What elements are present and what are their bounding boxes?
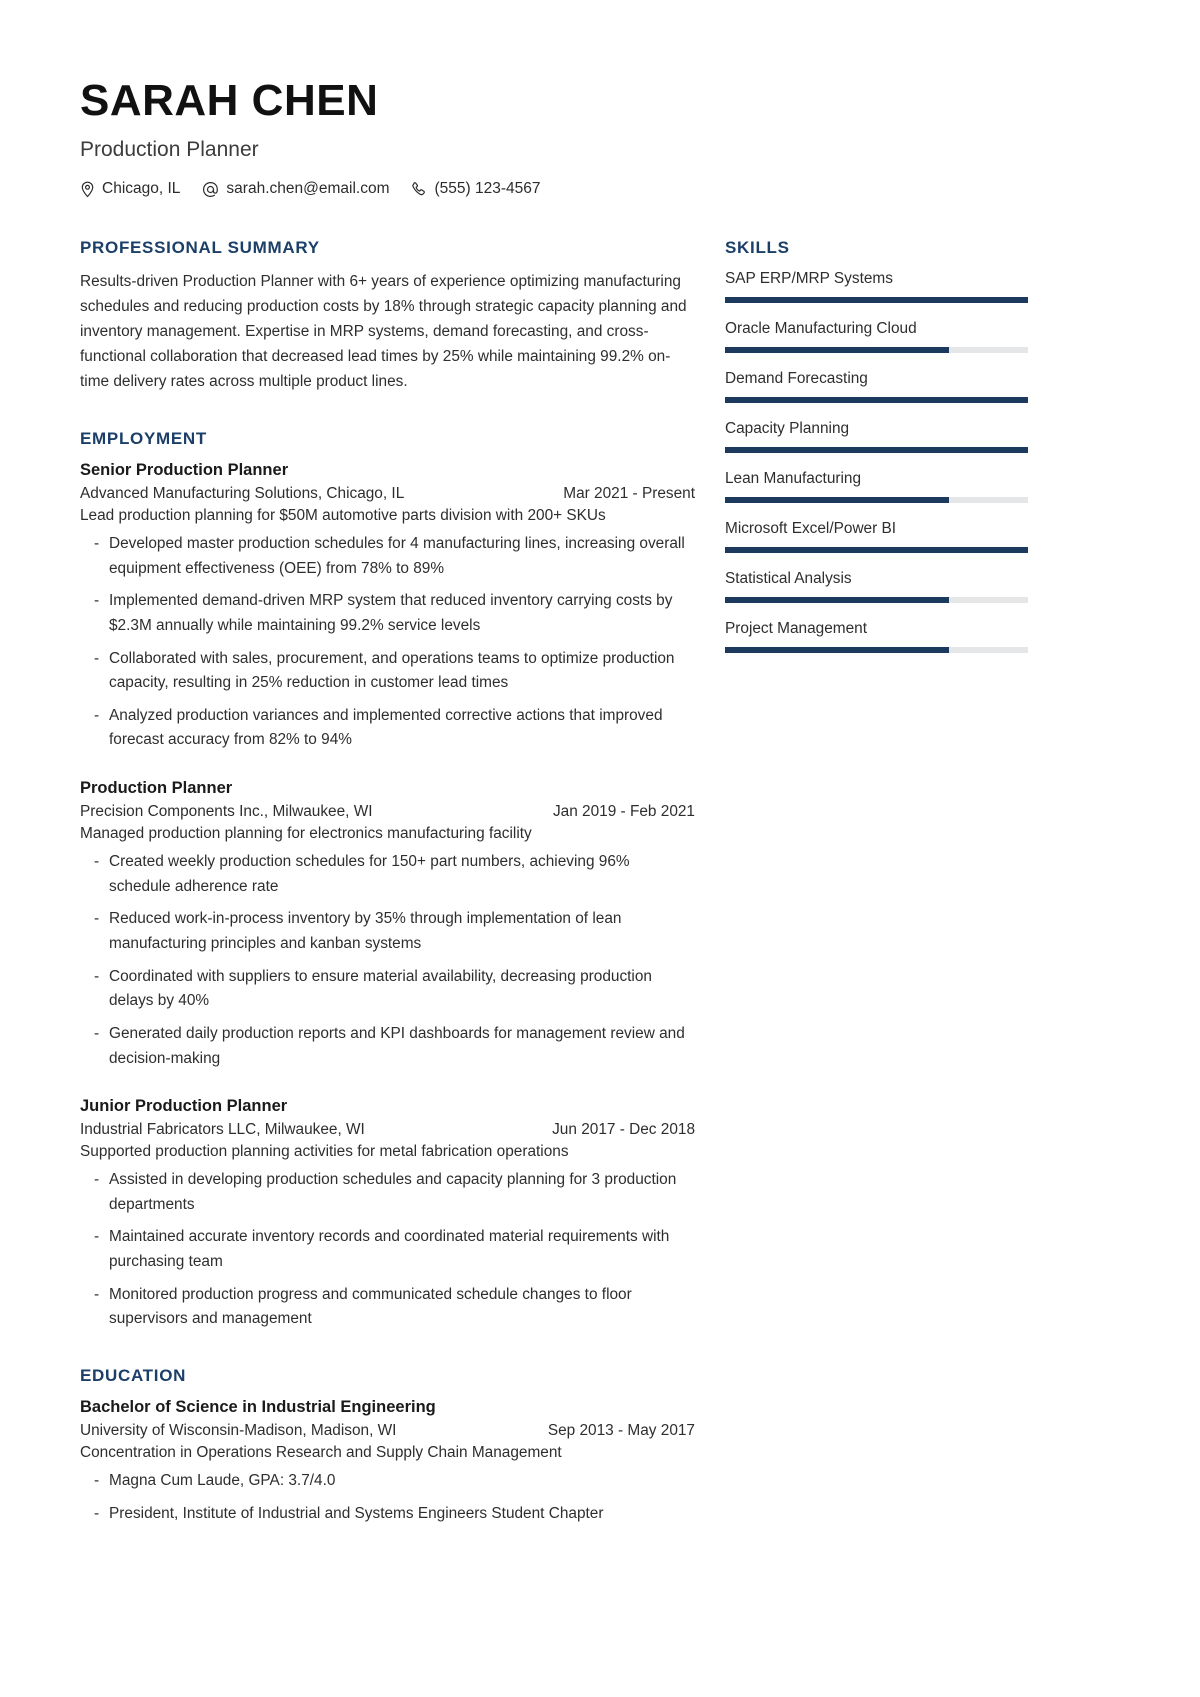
- education-degree: Bachelor of Science in Industrial Engineering: [80, 1398, 436, 1417]
- entry-job-title: Production Planner: [80, 779, 233, 798]
- employment-entries: [80, 461, 695, 1332]
- bullet-item: - Maintained accurate inventory records and coordinated material requirements with purchasing team: [80, 1225, 695, 1274]
- employment-entry: [80, 1097, 695, 1332]
- entry-dates: Mar 2021 - Present: [563, 484, 695, 502]
- skill-bar-track: [725, 547, 1028, 553]
- skill-bar-fill: [725, 647, 949, 653]
- entry-job-title: Senior Production Planner: [80, 460, 289, 479]
- bullet-item: - Coordinated with suppliers to ensure material availability, decreasing production delays by 40%: [80, 965, 695, 1014]
- contact-location: [80, 180, 180, 198]
- contact-row: [80, 180, 1028, 198]
- entry-description: Lead production planning for $50M automotive parts division with 200+ SKUs: [80, 506, 606, 524]
- entry-meta: [80, 1121, 695, 1139]
- skill-label: Capacity Planning: [725, 420, 850, 438]
- bullet-item: - Implemented demand-driven MRP system that reduced inventory carrying costs by $2.3M annually while maintaining 99.2% service levels: [80, 589, 695, 638]
- section-heading-summary: PROFESSIONAL SUMMARY: [80, 238, 320, 258]
- education-entry: [80, 1398, 695, 1526]
- entry-job-title: Junior Production Planner: [80, 1097, 288, 1116]
- entry-organization: Advanced Manufacturing Solutions, Chicago, IL: [80, 484, 405, 502]
- skill-bar-track: [725, 597, 1028, 603]
- contact-email[interactable]: [202, 180, 389, 198]
- candidate-job-title: Production Planner: [80, 138, 259, 162]
- skill-bar-fill: [725, 547, 1028, 553]
- bullet-item: - Reduced work-in-process inventory by 35% through implementation of lean manufacturing principles and kanban systems: [80, 907, 695, 956]
- map-pin-icon: [80, 181, 95, 198]
- entry-meta: [80, 485, 695, 503]
- skill-label: SAP ERP/MRP Systems: [725, 270, 893, 288]
- bullet-item: - Magna Cum Laude, GPA: 3.7/4.0: [80, 1469, 695, 1494]
- skill-item: [725, 520, 1028, 553]
- entry-bullets: [80, 1168, 695, 1332]
- skill-item: [725, 470, 1028, 503]
- skill-bar-fill: [725, 297, 1028, 303]
- bullet-item: - Monitored production progress and communicated schedule changes to floor supervisors and management: [80, 1283, 695, 1332]
- skill-bar-fill: [725, 447, 1028, 453]
- bullet-item: - Created weekly production schedules for 150+ part numbers, achieving 96% schedule adherence rate: [80, 850, 695, 899]
- entry-dates: Jan 2019 - Feb 2021: [552, 803, 695, 821]
- phone-icon: [411, 181, 427, 198]
- entry-organization: Industrial Fabricators LLC, Milwaukee, WI: [80, 1121, 365, 1139]
- candidate-name: SARAH CHEN: [80, 76, 379, 125]
- skills-list: [725, 270, 1028, 653]
- skill-item: [725, 620, 1028, 653]
- skill-bar-track: [725, 647, 1028, 653]
- section-heading-skills: SKILLS: [725, 238, 790, 258]
- entry-bullets: [80, 532, 695, 753]
- skill-label: Demand Forecasting: [725, 370, 868, 388]
- skill-label: Oracle Manufacturing Cloud: [725, 320, 917, 338]
- employment-entry: [80, 779, 695, 1071]
- section-education: [80, 1366, 695, 1526]
- contact-phone[interactable]: [411, 180, 540, 198]
- education-bullets: [80, 1469, 695, 1526]
- bullet-item: - President, Institute of Industrial and Systems Engineers Student Chapter: [80, 1502, 695, 1527]
- skill-item: [725, 420, 1028, 453]
- contact-location-text: Chicago, IL: [102, 180, 181, 198]
- contact-email-text: sarah.chen@email.com: [226, 180, 390, 198]
- employment-entry: [80, 461, 695, 753]
- entry-organization: Precision Components Inc., Milwaukee, WI: [80, 803, 373, 821]
- bullet-item: - Collaborated with sales, procurement, and operations teams to optimize production capacity, resulting in 25% reduction in customer lead times: [80, 647, 695, 696]
- skill-bar-track: [725, 497, 1028, 503]
- skills-column: [725, 238, 1028, 653]
- entry-bullets: [80, 850, 695, 1071]
- at-sign-icon: [202, 181, 219, 198]
- skill-bar-fill: [725, 597, 949, 603]
- skill-label: Statistical Analysis: [725, 570, 852, 588]
- bullet-item: - Assisted in developing production schedules and capacity planning for 3 production departments: [80, 1168, 695, 1217]
- education-description: Concentration in Operations Research and Supply Chain Management: [80, 1444, 562, 1462]
- resume-body: [80, 238, 1028, 1560]
- skill-label: Project Management: [725, 620, 868, 638]
- skill-bar-track: [725, 397, 1028, 403]
- section-professional-summary: [80, 238, 695, 395]
- education-meta: [80, 1422, 695, 1440]
- skill-item: [725, 570, 1028, 603]
- section-heading-employment: EMPLOYMENT: [80, 428, 207, 448]
- bullet-item: - Developed master production schedules for 4 manufacturing lines, increasing overall equipment effectiveness (OEE) from 78% to 89%: [80, 532, 695, 581]
- skill-item: [725, 370, 1028, 403]
- skill-bar-fill: [725, 497, 949, 503]
- entry-description: Managed production planning for electronics manufacturing facility: [80, 825, 532, 843]
- skill-label: Lean Manufacturing: [725, 470, 862, 488]
- section-heading-education: EDUCATION: [80, 1366, 187, 1386]
- skill-bar-fill: [725, 397, 1028, 403]
- entry-meta: [80, 803, 695, 821]
- skill-label: Microsoft Excel/Power BI: [725, 520, 897, 538]
- education-dates: Sep 2013 - May 2017: [547, 1422, 695, 1440]
- skill-bar-track: [725, 447, 1028, 453]
- resume-header: [80, 78, 1028, 198]
- bullet-item: - Generated daily production reports and KPI dashboards for management review and decision-making: [80, 1022, 695, 1071]
- skill-bar-track: [725, 297, 1028, 303]
- main-column: [80, 238, 695, 1560]
- summary-text: Results-driven Production Planner with 6+ years of experience optimizing manufacturing schedules and reducing production costs by 18% through strategic capacity planning and inventory management. Expertise in MRP systems, demand forecasting, and cross-functional collaboration that decreased lead times by 25% while maintaining 99.2% on-time delivery rates across multiple product lines.: [80, 273, 687, 390]
- section-employment: [80, 429, 695, 1332]
- bullet-item: - Analyzed production variances and implemented corrective actions that improved forecast accuracy from 82% to 94%: [80, 704, 695, 753]
- education-school: University of Wisconsin-Madison, Madison, WI: [80, 1422, 397, 1440]
- skill-item: [725, 270, 1028, 303]
- skill-bar-fill: [725, 347, 949, 353]
- entry-description: Supported production planning activities for metal fabrication operations: [80, 1143, 569, 1161]
- contact-phone-text: (555) 123-4567: [434, 180, 541, 198]
- entry-dates: Jun 2017 - Dec 2018: [552, 1121, 695, 1139]
- skill-bar-track: [725, 347, 1028, 353]
- skill-item: [725, 320, 1028, 353]
